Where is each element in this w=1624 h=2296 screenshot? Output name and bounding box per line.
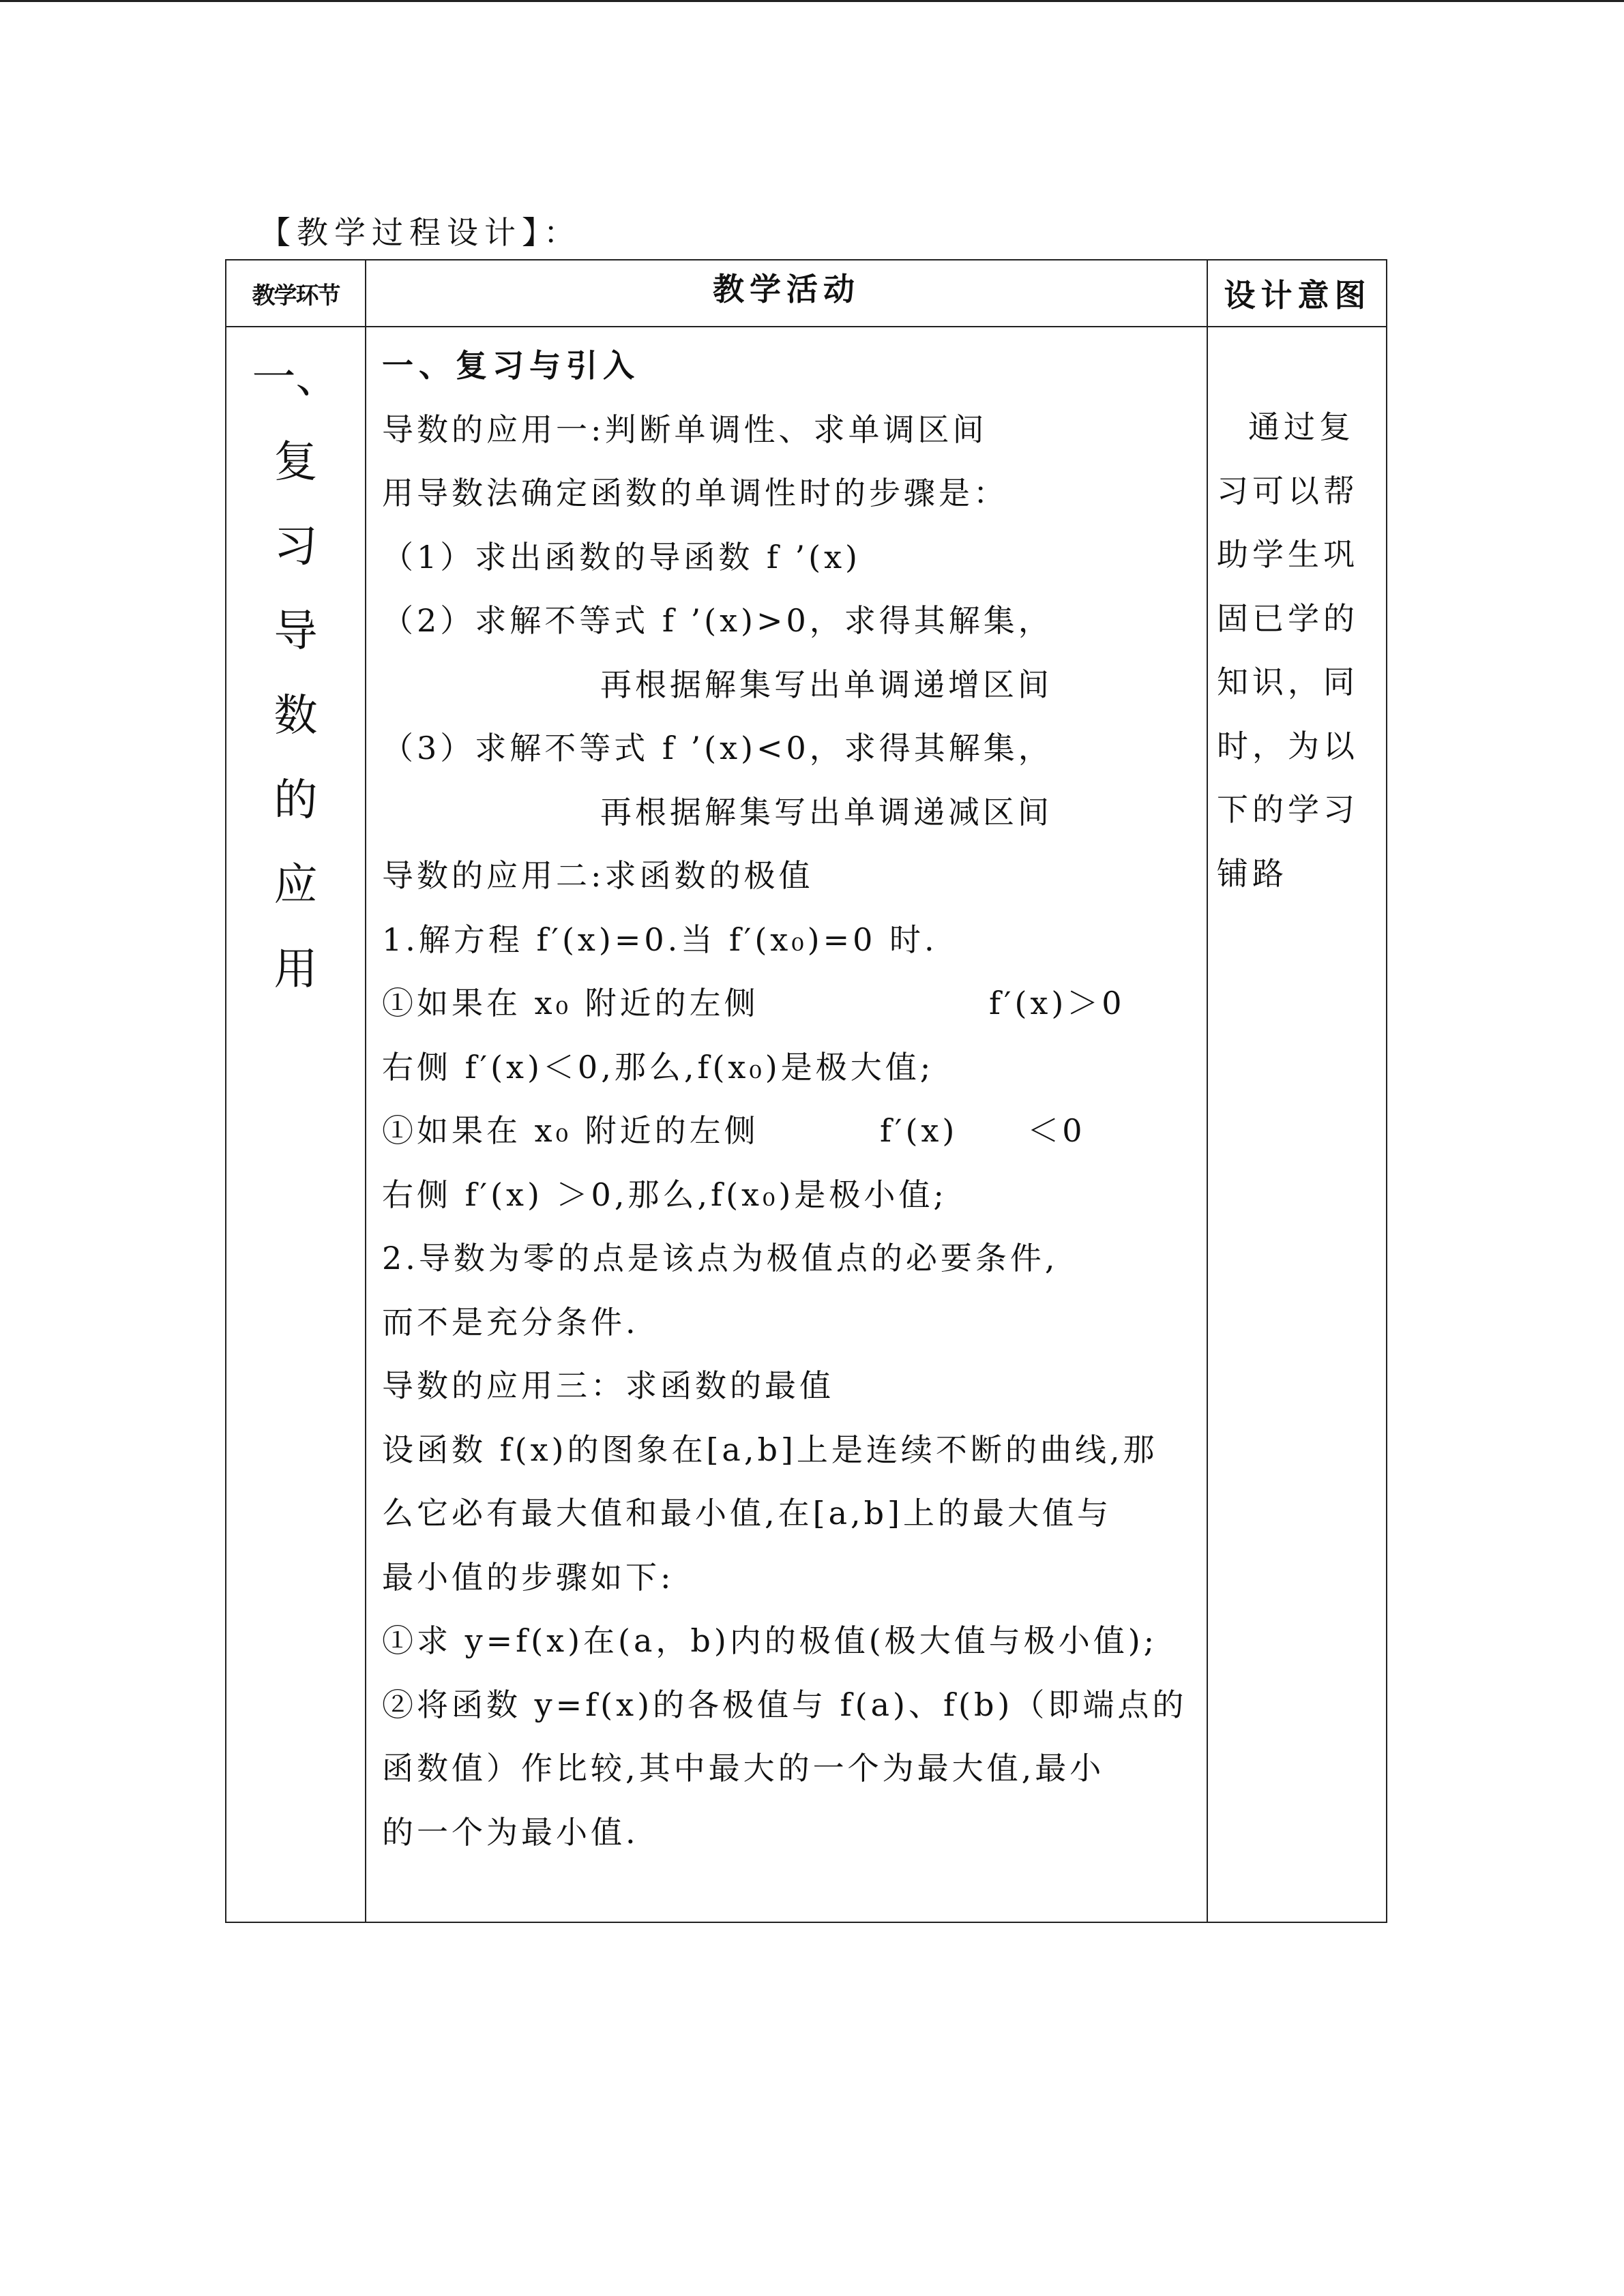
stage-char: 习 xyxy=(274,522,318,572)
intent-line: 时，为以 xyxy=(1217,727,1359,764)
activity-line: 最小值的步骤如下: xyxy=(382,1558,675,1596)
column-divider xyxy=(365,260,366,1922)
activity-line: 右侧 f′(x) ＞0,那么,f(x₀)是极小值; xyxy=(382,1176,947,1213)
section-title: 【教学过程设计】： xyxy=(259,214,581,251)
activity-line: 再根据解集写出单调递增区间 xyxy=(600,666,1052,703)
header-divider xyxy=(226,326,1386,327)
activity-line: 函数值）作比较,其中最大的一个为最大值,最小 xyxy=(382,1750,1105,1787)
activity-title: 一、复习与引入 xyxy=(382,347,640,384)
activity-line xyxy=(382,972,1200,1036)
activity-fragment: f′(x)＞0 xyxy=(989,985,1125,1022)
activity-line: ②将函数 y=f(x)的各极值与 f(a)、f(b)（即端点的 xyxy=(382,1686,1187,1723)
intent-line: 固已学的 xyxy=(1217,599,1359,637)
activity-line xyxy=(382,1099,1200,1163)
activity-line: （2）求解不等式 f ’(x)>0，求得其解集， xyxy=(382,602,1053,639)
activity-fragment: f′(x) ＜0 xyxy=(880,1112,1086,1149)
stage-char: 用 xyxy=(274,944,318,995)
column-divider xyxy=(1207,260,1208,1922)
intent-line: 习可以帮 xyxy=(1217,472,1359,509)
header-activity: 教学活动 xyxy=(713,271,860,308)
intent-cell xyxy=(1217,396,1381,906)
activity-fragment: ①如果在 x₀ 附近的左侧 xyxy=(382,985,759,1022)
activity-line: （1）求出函数的导函数 f ’(x) xyxy=(382,538,861,576)
intent-line: 铺路 xyxy=(1217,854,1288,892)
activity-line: （3）求解不等式 f ’(x)<0，求得其解集， xyxy=(382,730,1053,766)
stage-char: 导 xyxy=(274,606,318,657)
activity-line: ①求 y=f(x)在(a，b)内的极值(极大值与极小值); xyxy=(382,1622,1158,1659)
activity-line: 导数的应用一:判断单调性、求单调区间 xyxy=(382,411,988,448)
activity-line: 的一个为最小值. xyxy=(382,1813,639,1851)
stage-cell xyxy=(226,336,365,1012)
header-stage: 教学环节 xyxy=(252,282,340,310)
teaching-process-table xyxy=(225,259,1387,1923)
stage-char: 应 xyxy=(274,860,318,910)
top-border xyxy=(0,0,1624,2)
intent-line: 知识，同 xyxy=(1217,664,1359,700)
stage-char: 的 xyxy=(274,775,318,826)
activity-fragment: ①如果在 x₀ 附近的左侧 xyxy=(382,1112,759,1149)
activity-line: 导数的应用二:求函数的极值 xyxy=(382,857,814,894)
stage-char: 数 xyxy=(274,691,318,741)
stage-char: 一、 xyxy=(252,353,340,403)
stage-char: 复 xyxy=(274,437,318,488)
activity-line: 右侧 f′(x)＜0,那么,f(x₀)是极大值; xyxy=(382,1048,934,1086)
activity-line: 1.解方程 f′(x)=0.当 f′(x₀)=0 时. xyxy=(382,921,938,958)
activity-line: 么它必有最大值和最小值,在[a,b]上的最大值与 xyxy=(382,1495,1112,1532)
intent-line: 助学生巩 xyxy=(1217,536,1359,573)
activity-line: 2.导数为零的点是该点为极值点的必要条件, xyxy=(382,1240,1059,1277)
activity-line: 用导数法确定函数的单调性时的步骤是： xyxy=(382,475,1008,511)
intent-line: 下的学习 xyxy=(1217,791,1359,828)
activity-line: 而不是充分条件. xyxy=(382,1303,639,1341)
header-intent: 设计意图 xyxy=(1224,277,1372,314)
activity-line: 再根据解集写出单调递减区间 xyxy=(600,793,1052,831)
activity-cell xyxy=(382,334,1200,1864)
intent-line: 通过复 xyxy=(1248,408,1355,445)
activity-line: 导数的应用三：求函数的最值 xyxy=(382,1367,834,1404)
activity-line: 设函数 f(x)的图象在[a,b]上是连续不断的曲线,那 xyxy=(382,1431,1158,1468)
